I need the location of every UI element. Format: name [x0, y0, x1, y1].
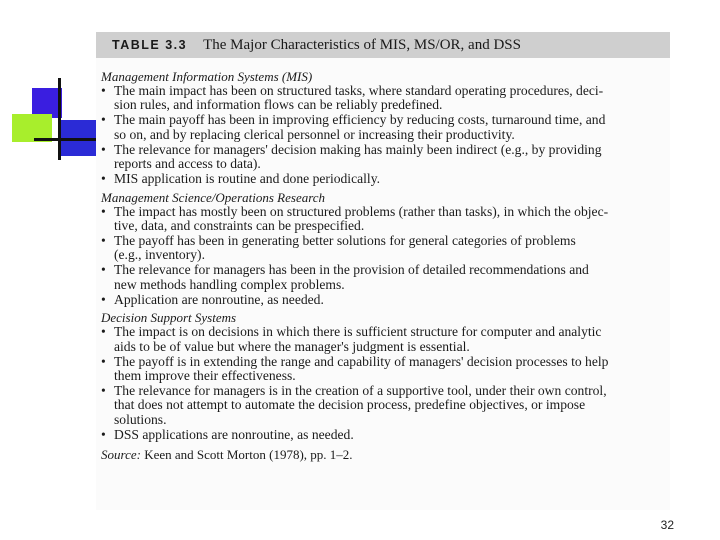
section-title: Decision Support Systems	[101, 310, 237, 326]
bullet-line: sion rules, and information flows can be reliably predefined.	[114, 97, 443, 113]
bullet-icon: •	[101, 426, 106, 442]
bullet-icon: •	[101, 171, 106, 187]
bullet-line: MIS application is routine and done periodically.	[114, 171, 381, 187]
bullet-line: The payoff is in extending the range and capability of managers' decision processes to help	[114, 353, 609, 369]
bullet-icon: •	[101, 262, 106, 278]
bullet-icon: •	[101, 203, 106, 219]
bullet-list	[101, 325, 670, 442]
table-header	[96, 32, 670, 58]
bullet-list	[101, 205, 670, 308]
source-line	[101, 447, 670, 462]
bullet-line: The relevance for managers has been in the provision of detailed recommendations and	[114, 262, 589, 278]
source-label: Source:	[101, 447, 141, 463]
bullet-item	[101, 234, 670, 263]
page-number: 32	[660, 518, 674, 532]
bullet-line: them improve their effectiveness.	[114, 368, 296, 384]
section-title: Management Science/Operations Research	[101, 189, 326, 205]
section-title: Management Information Systems (MIS)	[101, 69, 313, 84]
bullet-line: Application are nonroutine, as needed.	[114, 291, 324, 307]
bullet-item	[101, 172, 670, 186]
table-body	[96, 58, 670, 462]
bullet-icon: •	[101, 233, 106, 249]
table-number: TABLE 3.3	[112, 38, 188, 52]
section-2	[101, 311, 670, 442]
scanned-table-page	[96, 32, 670, 510]
bullet-line: The payoff has been in generating better solutions for general categories of problems	[114, 233, 576, 249]
source-text: Keen and Scott Morton (1978), pp. 1–2.	[144, 447, 353, 463]
table-title: The Major Characteristics of MIS, MS/OR, and DSS	[203, 36, 521, 53]
bullet-line: solutions.	[114, 411, 167, 427]
bullet-item	[101, 428, 670, 442]
bullet-line: The main payoff has been in improving efficiency by reducing costs, turnaround time, and	[114, 112, 606, 128]
bullet-line: new methods handling complex problems.	[114, 276, 345, 292]
bullet-line: that does not attempt to automate the decision process, predefine objectives, or impose	[114, 397, 586, 413]
bullet-list	[101, 84, 670, 187]
bullet-line: The main impact has been on structured tasks, where standard operating procedures, deci-	[114, 83, 604, 98]
bullet-line: (e.g., inventory).	[114, 247, 205, 263]
bullet-icon: •	[101, 141, 106, 157]
bullet-line: tive, data, and constraints can be prespecified.	[114, 218, 365, 234]
section-1	[101, 191, 670, 308]
bullet-item	[101, 113, 670, 142]
bullet-icon: •	[101, 383, 106, 399]
bullet-item	[101, 325, 670, 354]
bullet-line: so on, and by replacing clerical personnel or increasing their productivity.	[114, 126, 515, 142]
bullet-icon: •	[101, 353, 106, 369]
sections-container	[101, 70, 670, 442]
bullet-line: DSS applications are nonroutine, as needed.	[114, 426, 354, 442]
bullet-icon: •	[101, 83, 106, 98]
section-0	[101, 70, 670, 187]
bullet-item	[101, 384, 670, 427]
bullet-line: aids to be of value but where the manager's judgment is essential.	[114, 338, 470, 354]
bullet-line: The relevance for managers is in the creation of a supportive tool, under their own control,	[114, 383, 607, 399]
bullet-line: reports and access to data).	[114, 156, 261, 172]
bullet-item	[101, 263, 670, 292]
bullet-icon: •	[101, 112, 106, 128]
bullet-line: The impact is on decisions in which there is sufficient structure for computer and analytic	[114, 324, 602, 340]
bullet-item	[101, 293, 670, 307]
slide-logo-icon	[12, 78, 102, 168]
bullet-item	[101, 143, 670, 172]
bullet-item	[101, 84, 670, 113]
bullet-item	[101, 205, 670, 234]
logo-horizontal-line	[34, 138, 98, 141]
bullet-icon: •	[101, 324, 106, 340]
logo-vertical-line	[58, 78, 61, 160]
bullet-line: The impact has mostly been on structured problems (rather than tasks), in which the objec-	[114, 203, 609, 219]
bullet-item	[101, 355, 670, 384]
bullet-line: The relevance for managers' decision making has mainly been indirect (e.g., by providing	[114, 141, 602, 157]
bullet-icon: •	[101, 291, 106, 307]
